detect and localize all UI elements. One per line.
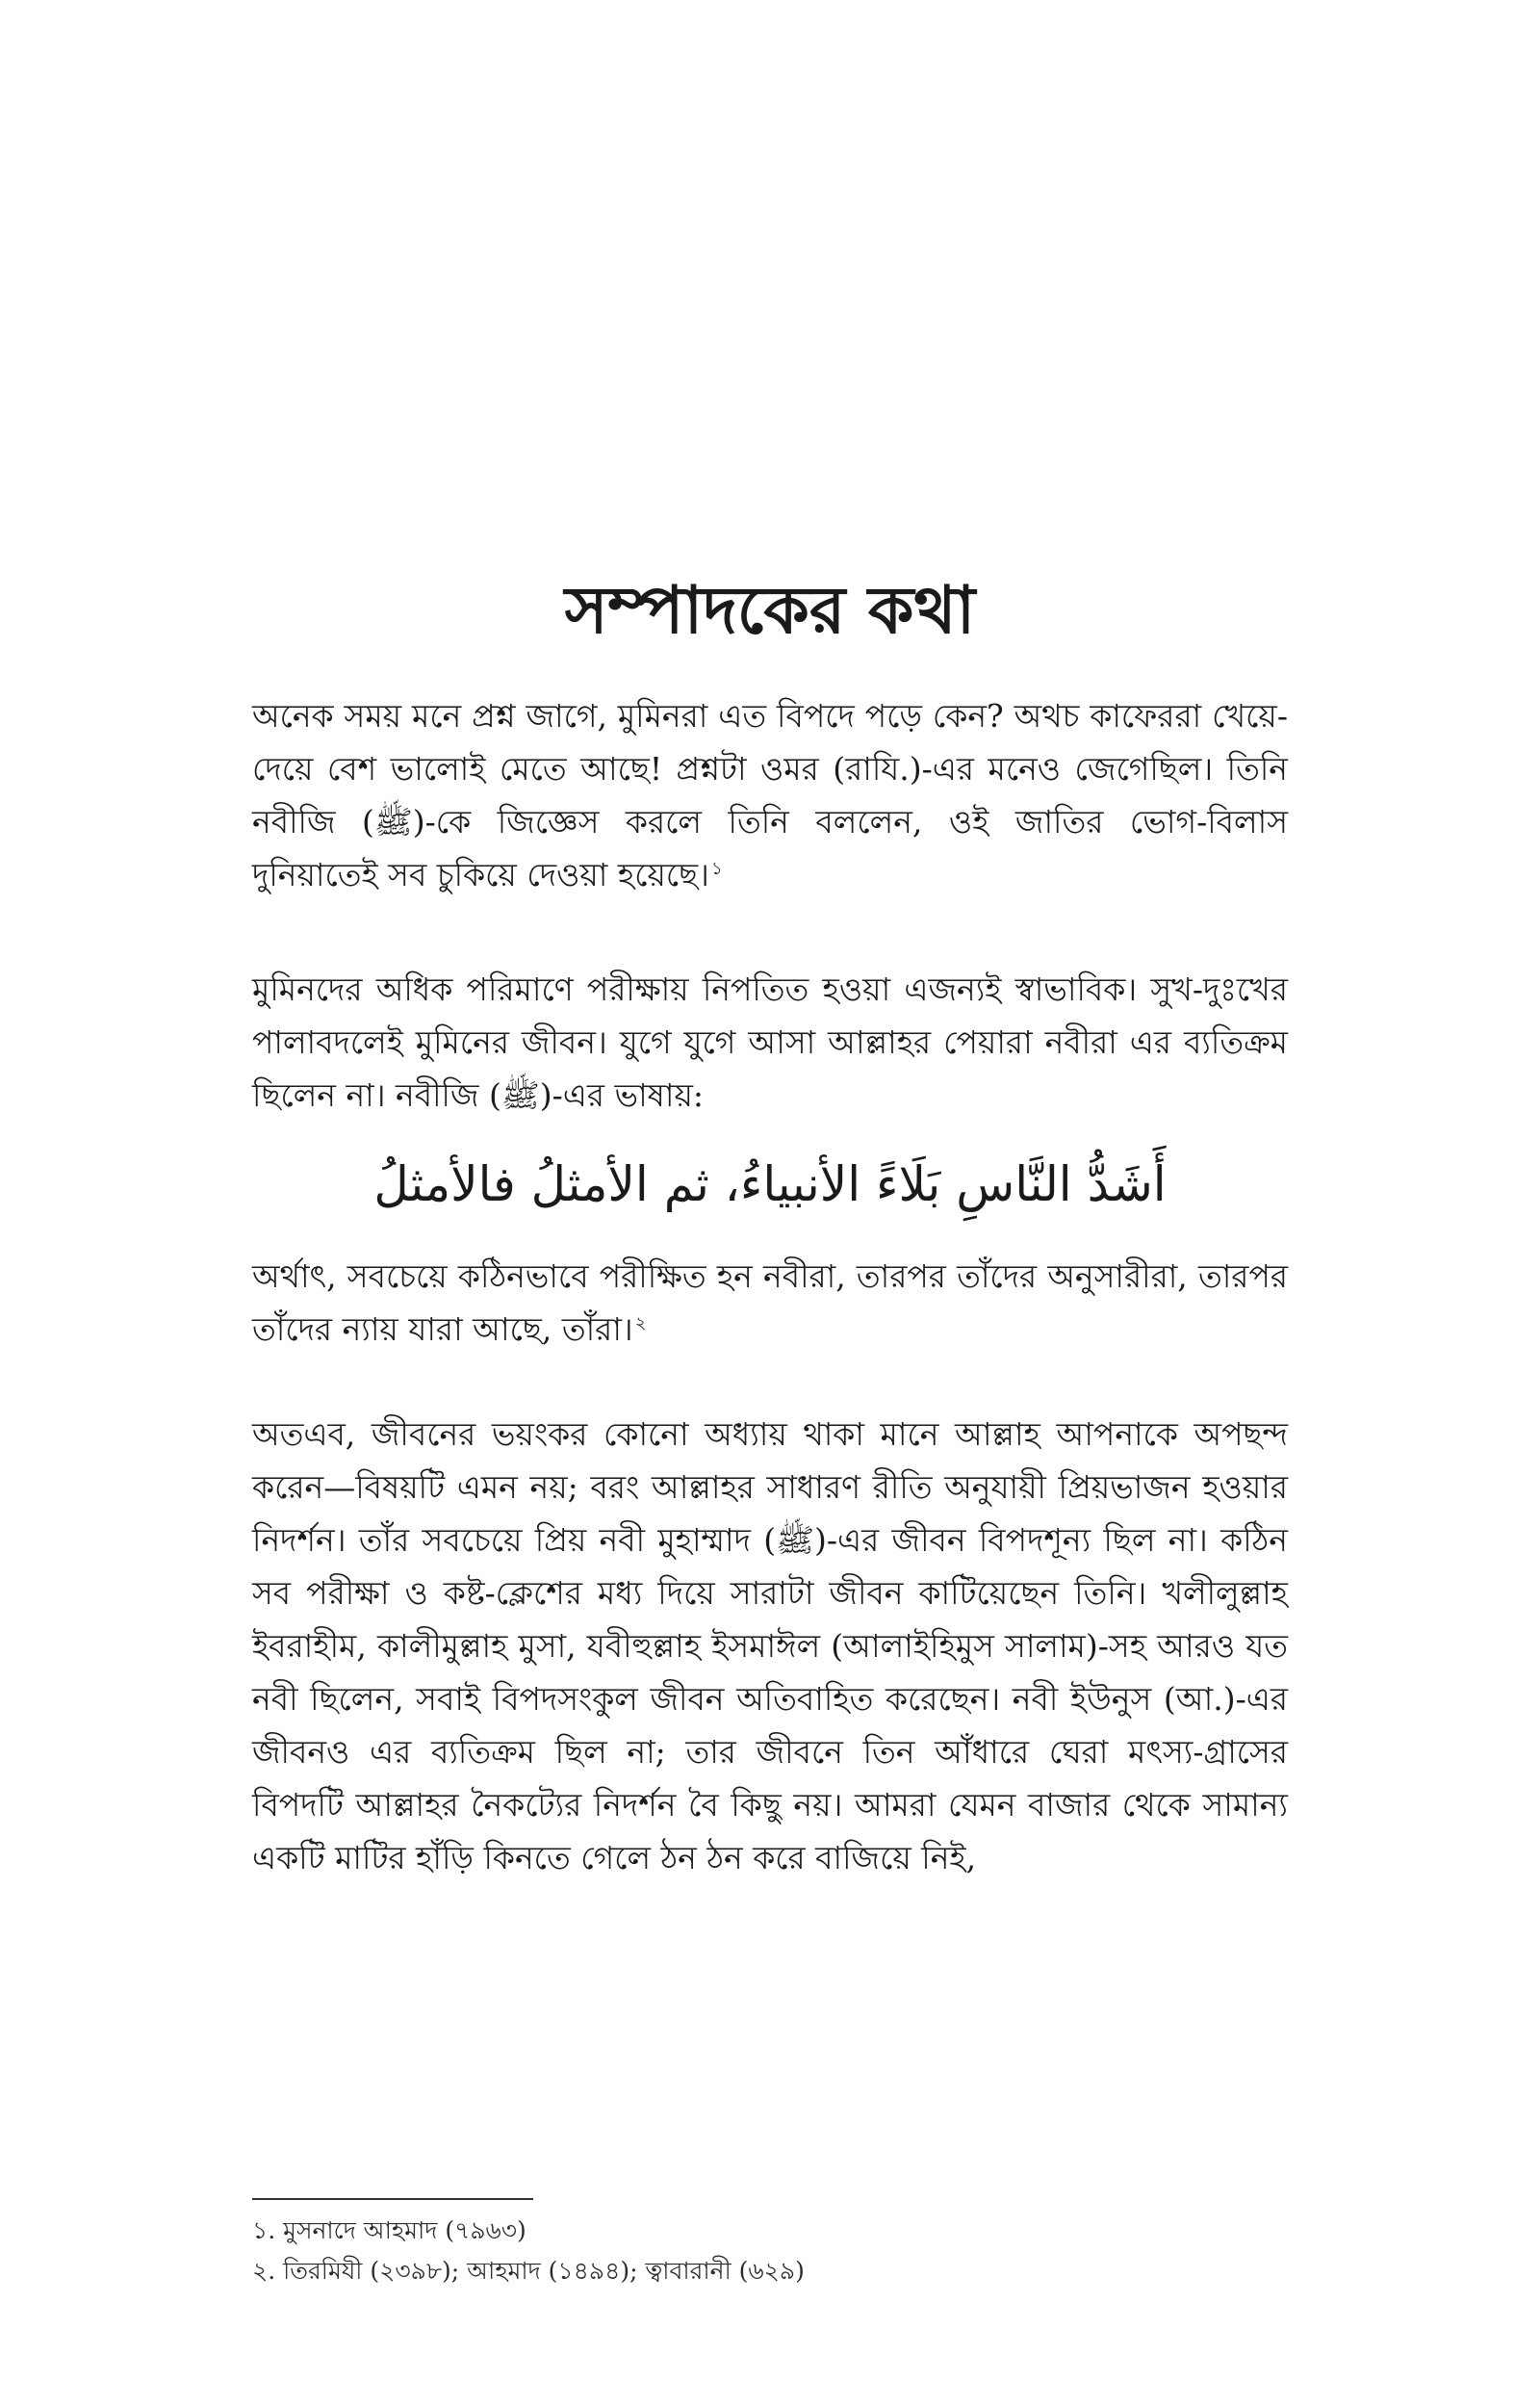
paragraph-4: অতএব, জীবনের ভয়ংকর কোনো অধ্যায় থাকা মানে আল্লাহ আপনাকে অপছন্দ করেন—বিষয়টি এমন নয়; বরং আল্লাহর সাধারণ রীতি অনুযায়ী প্রিয়ভাজন হওয়ার নিদর্শন। তাঁর সবচেয়ে প্রিয় নবী মুহাম্মাদ (ﷺ)-এর জীবন বিপদশূন্য ছিল না। কঠিন সব পরীক্ষা ও কষ্ট-ক্লেশের মধ্য দিয়ে সারাটা জীবন কাটিয়েছেন তিনি। খলীলুল্লাহ ইবরাহীম, কালীমুল্লাহ মুসা, যবীহুল্লাহ ইসমাঈল (আলাইহিমুস সালাম)-সহ আরও যত নবী ছিলেন, সবাই বিপদসংকুল জীবন অতিবাহিত করেছেন। নবী ইউনুস (আ.)-এর জীবনও এর ব্যতিক্রম ছিল না; তার জীবনে তিন আঁধারে ঘেরা মৎস্য-গ্রাসের বিপদটি আল্লাহর নৈকট্যের নিদর্শন বৈ কিছু নয়। আমরা যেমন বাজার থেকে সামান্য একটি মাটির হাঁড়ি কিনতে গেলে ঠন ঠন করে বাজিয়ে নিই, <box>252 1415 1288 1876</box>
footnote-divider <box>252 2198 533 2200</box>
paragraph-2: মুমিনদের অধিক পরিমাণে পরীক্ষায় নিপতিত হওয়া এজন্যই স্বাভাবিক। সুখ-দুঃখের পালাবদলেই মুমিনের জীবন। যুগে যুগে আসা আল্লাহর পেয়ারা নবীরা এর ব্যতিক্রম ছিলেন না। নবীজি (ﷺ)-এর ভাষায়: <box>252 971 1288 1114</box>
paragraph-3 <box>252 1250 1288 1356</box>
footnotes <box>252 2211 1288 2291</box>
footnote-2: ২. তিরমিযী (২৩৯৮); আহমাদ (১৪৯৪); ত্বাবারানী (৬২৯) <box>252 2257 805 2285</box>
paragraph-1 <box>252 689 1288 901</box>
footnote-1: ১. মুসনাদে আহমাদ (৭৯৬৩) <box>252 2216 526 2244</box>
footnote-ref-1[interactable]: ১ <box>710 859 723 879</box>
footnote-ref-2[interactable]: ২ <box>634 1313 647 1333</box>
chapter-title: সম্পাদকের কথা <box>564 573 976 649</box>
paragraph-3-text: অর্থাৎ, সবচেয়ে কঠিনভাবে পরীক্ষিত হন নবীরা, তারপর তাঁদের অনুসারীরা, তারপর তাঁদের ন্যায় যারা আছে, তাঁরা। <box>252 1257 1288 1348</box>
arabic-hadith-quote: أَشَدُّ النَّاسِ بَلَاءً الأنبياءُ، ثم الأمثلُ فالأمثلُ <box>373 1156 1167 1212</box>
paragraph-1-text: অনেক সময় মনে প্রশ্ন জাগে, মুমিনরা এত বিপদে পড়ে কেন? অথচ কাফেররা খেয়ে-দেয়ে বেশ ভালোই মেতে আছে! প্রশ্নটা ওমর (রাযি.)-এর মনেও জেগেছিল। তিনি নবীজি (ﷺ)-কে জিজ্ঞেস করলে তিনি বললেন, ওই জাতির ভোগ-বিলাস দুনিয়াতেই সব চুকিয়ে দেওয়া হয়েছে। <box>252 697 1288 893</box>
